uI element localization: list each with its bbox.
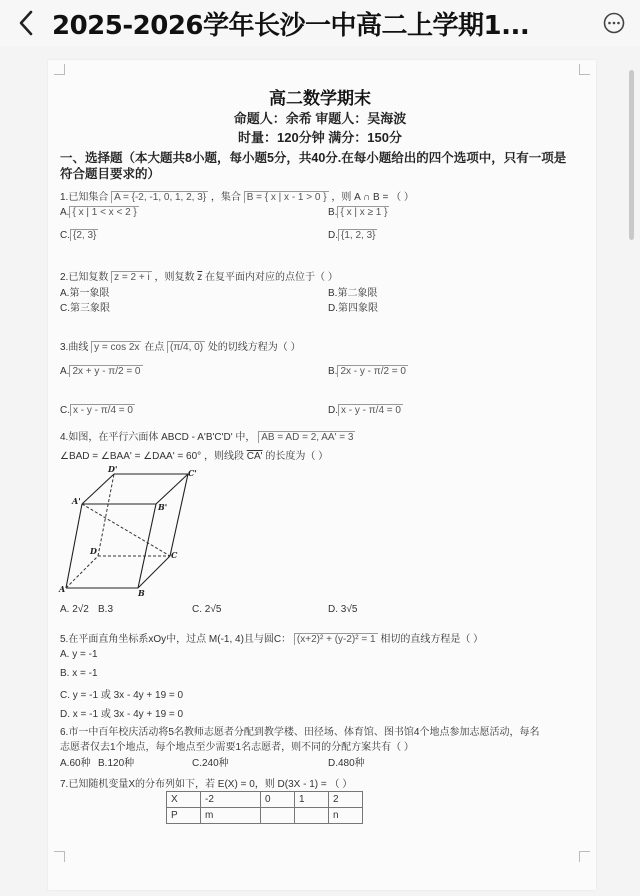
q3-curve: y = cos 2x [91, 341, 141, 353]
exam-title: 高二数学期末 [269, 89, 371, 108]
q6-option-c: C.240种 [192, 758, 229, 769]
q5-option-a: A. y = -1 [60, 649, 98, 660]
q3-stem [60, 338, 301, 353]
figure-label: C' [188, 468, 197, 478]
q1-stem [60, 188, 414, 203]
table-row [167, 808, 363, 824]
q2-stem [60, 268, 338, 283]
q6-option-d: D.480种 [328, 758, 365, 769]
table-cell: P [167, 808, 201, 824]
q7-mid: ，则 [254, 779, 275, 790]
q1-set-b: B = { x | x - 1 > 0 } [244, 191, 329, 203]
parallelepiped-figure [58, 464, 198, 596]
section-heading: 一、选择题（本大题共8小题，每小题5分，共40分.在每小题给出的四个选项中，只有一项是 [60, 151, 567, 165]
q7-expression: D(3X - 1) = [277, 779, 327, 790]
q3-point: (π/4, 0) [167, 341, 205, 353]
q1-stem-text: 1.已知集合 [60, 192, 109, 203]
option-label: B. [328, 366, 338, 377]
q4-option-c: C. 2√5 [192, 604, 222, 615]
q5-stem-text: 5.在平面直角坐标系 [60, 634, 149, 645]
table-row [167, 792, 363, 808]
figure-label: B' [158, 502, 168, 512]
option-value: {2, 3} [70, 229, 98, 241]
q4-stem-line2 [60, 447, 328, 462]
option-value: { x | 1 < x < 2 } [69, 206, 138, 218]
q5-stem [60, 630, 483, 645]
table-cell: 1 [295, 792, 329, 808]
q2-option-d: D.第四象限 [328, 303, 378, 314]
back-button[interactable] [0, 0, 52, 46]
crop-mark [54, 64, 65, 75]
q2-option-a: A.第一象限 [60, 288, 110, 299]
q3-option-c [60, 405, 135, 416]
option-label: D. [328, 230, 338, 241]
q4-segment: CA' [246, 451, 263, 462]
q5-system: xOy [148, 634, 167, 645]
q1-option-c [60, 230, 98, 241]
q3-stem-text: 3.曲线 [60, 342, 89, 353]
table-cell: -2 [201, 792, 261, 808]
crop-mark [54, 851, 65, 862]
table-cell: X [167, 792, 201, 808]
crop-mark [579, 851, 590, 862]
exam-time: 时量：120分钟 满分：150分 [238, 130, 402, 145]
q2-conj-z: $\overline{z}$ [197, 272, 203, 283]
option-label: C. [60, 230, 70, 241]
q2-z: z = 2 + i [111, 271, 152, 283]
q4-tail2: 的长度为（ ） [265, 451, 329, 462]
q2-option-c: C.第三象限 [60, 303, 110, 314]
q4-option-a: A. 2√2 [60, 604, 89, 615]
figure-label: D [90, 546, 97, 556]
q3-option-a [60, 366, 143, 377]
table-cell: n [329, 808, 363, 824]
table-cell: 2 [329, 792, 363, 808]
q7-tail: （ ） [329, 779, 353, 790]
q3-tail: 处的切线方程为（ ） [207, 342, 301, 353]
figure-label: A [59, 584, 66, 594]
q5-mid2: 且与圆C： [243, 634, 292, 645]
q5-circle: (x+2)² + (y-2)² = 1 [294, 633, 378, 645]
q4-stem [60, 428, 355, 443]
figure-label: B [138, 588, 145, 596]
option-value: {1, 2, 3} [338, 229, 377, 241]
q2-tail2: 在复平面内对应的点位于（ ） [205, 272, 338, 283]
q3-option-b [328, 366, 408, 377]
q5-option-b: B. x = -1 [60, 668, 98, 679]
q6-option-b: B.120种 [98, 758, 135, 769]
q6-line1: 6.市一中百年校庆活动将5名教师志愿者分配到教学楼、田径场、体育馆、图书馆4个地点参加志愿活动，每名 [60, 727, 540, 738]
option-value: x - y - π/4 = 0 [70, 404, 135, 416]
figure-label: D' [108, 464, 118, 474]
section-heading-cont: 符合题目要求的） [60, 167, 161, 181]
q1-option-d [328, 230, 377, 241]
table-cell [295, 808, 329, 824]
q2-stem-text: 2.已知复数 [60, 272, 109, 283]
q2-option-b: B.第二象限 [328, 288, 378, 299]
option-value: 2x - y - π/2 = 0 [337, 365, 408, 377]
q7-condition: E(X) = 0 [217, 779, 255, 790]
q4-option-d: D. 3√5 [328, 604, 358, 615]
q4-cond: AB = AD = 2, AA' = 3 [258, 431, 355, 443]
q6-option-a: A.60种 [60, 758, 91, 769]
top-app-bar [0, 0, 640, 46]
option-value: { x | x ≥ 1 } [337, 206, 389, 218]
q1-option-a [60, 207, 139, 218]
more-options-button[interactable] [588, 0, 640, 46]
crop-mark [579, 64, 590, 75]
q1-end: ，则 A ∩ B = （ ） [331, 192, 414, 203]
option-label: B. [328, 207, 338, 218]
q4-line1: 4.如图，在平行六面体 ABCD - A'B'C'D' 中， [60, 432, 256, 443]
q5-option-d: D. x = -1 或 3x - 4y + 19 = 0 [60, 709, 184, 720]
option-value: x - y - π/4 = 0 [338, 404, 403, 416]
document-title: 2025-2026学年长沙一中高二上学期1... [52, 10, 530, 41]
option-label: C. [60, 405, 70, 416]
q1-set-a: A = {-2, -1, 0, 1, 2, 3} [111, 191, 208, 203]
option-label: A. [60, 207, 70, 218]
q4-option-b: B.3 [98, 604, 114, 615]
q4-tail: ，则线段 [203, 451, 244, 462]
q1-option-b [328, 207, 389, 218]
q5-option-c: C. y = -1 或 3x - 4y + 19 = 0 [60, 690, 184, 701]
figure-label: C [171, 550, 178, 560]
q3-option-d [328, 405, 403, 416]
option-label: A. [60, 366, 70, 377]
chevron-left-icon [18, 10, 34, 36]
more-dots-icon [603, 12, 625, 34]
q3-at: 在点 [144, 342, 165, 353]
option-value: 2x + y - π/2 = 0 [69, 365, 142, 377]
table-cell [261, 808, 295, 824]
q6-line2: 志愿者仅去1个地点，每个地点至少需要1名志愿者，则不同的分配方案共有（ ） [60, 742, 414, 753]
q5-mid: 中，过点 [166, 634, 207, 645]
table-cell: m [201, 808, 261, 824]
q7-stem-text: 7.已知随机变量X的分布列如下，若 [60, 779, 216, 790]
q1-mid: ，集合 [210, 192, 241, 203]
figure-label: A' [72, 496, 81, 506]
q5-tail: 相切的直线方程是（ ） [380, 634, 484, 645]
q5-point: M(-1, 4) [208, 634, 244, 645]
q7-stem [60, 775, 352, 790]
q4-angles: ∠BAD = ∠BAA' = ∠DAA' = 60° [60, 451, 202, 462]
exam-authors: 命题人：余希 审题人：吴海波 [233, 111, 407, 126]
table-cell: 0 [261, 792, 295, 808]
q2-tail: ，则复数 [154, 272, 195, 283]
option-label: D. [328, 405, 338, 416]
distribution-table [166, 791, 363, 824]
